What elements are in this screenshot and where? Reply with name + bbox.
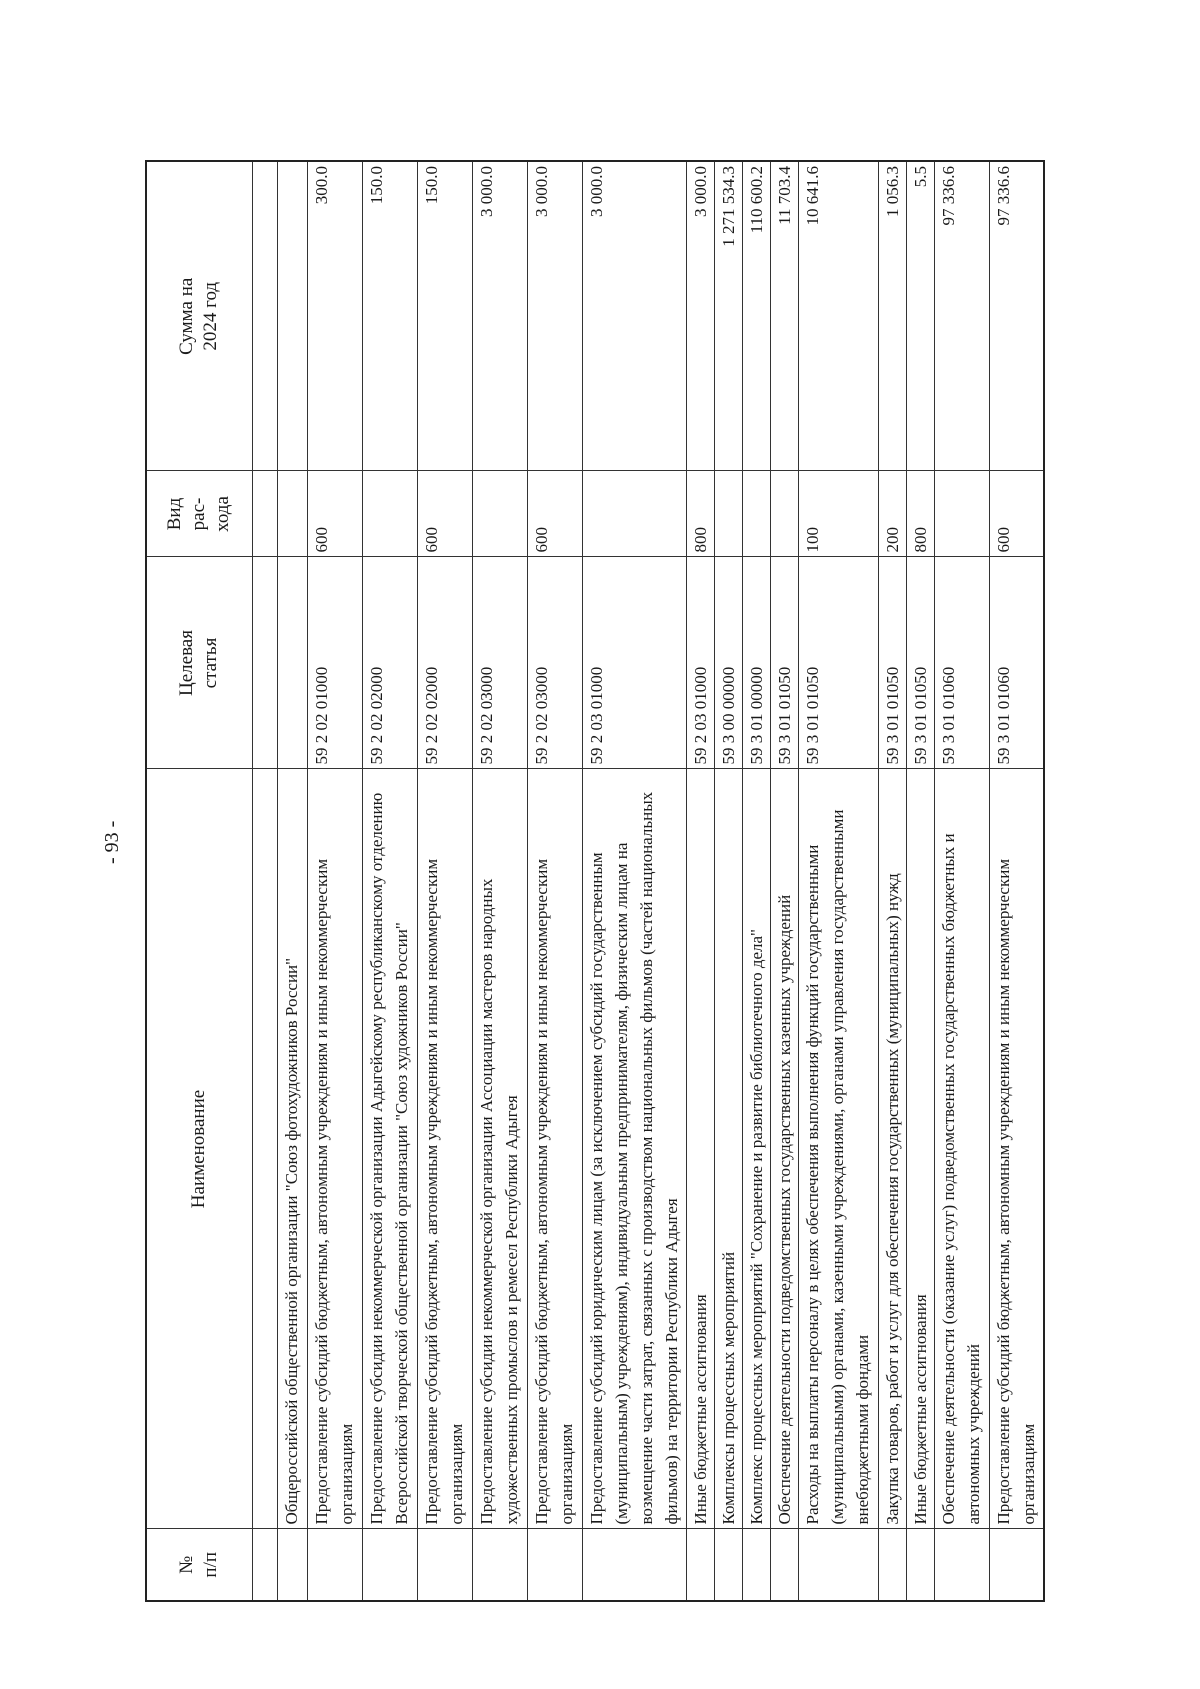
cell-sum: 3 000.0 [582, 161, 686, 471]
cell-number [582, 1529, 686, 1601]
cell-number [798, 1529, 878, 1601]
cell-sum: 5.5 [906, 161, 934, 471]
cell-target-article: 59 3 01 01050 [770, 557, 798, 769]
budget-table [145, 160, 1045, 1602]
cell-sum: 1 056.3 [878, 161, 906, 471]
table-row [277, 161, 307, 1601]
cell-sum: 3 000.0 [472, 161, 527, 471]
cell-target-article: 59 3 01 01050 [906, 557, 934, 769]
cell-expense-type [934, 471, 989, 557]
cell-target-article: 59 2 02 03000 [527, 557, 582, 769]
cell-target-article: 59 3 00 00000 [714, 557, 742, 769]
cell-target-article: 59 2 02 01000 [307, 557, 362, 769]
cell-name: Комплекс процессных мероприятий "Сохранение и развитие библиотечного дела" [742, 769, 770, 1529]
cell-name: Предоставление субсидий бюджетным, автономным учреждениям и иным некоммерческим организациям [307, 769, 362, 1529]
cell-expense-type [742, 471, 770, 557]
table-row [362, 161, 417, 1601]
table-row-blank [252, 161, 277, 1601]
cell-name: Предоставление субсидий бюджетным, автономным учреждениям и иным некоммерческим организациям [417, 769, 472, 1529]
cell-target-article [277, 557, 307, 769]
table-row [742, 161, 770, 1601]
cell-number [742, 1529, 770, 1601]
cell-name: Иные бюджетные ассигнования [906, 769, 934, 1529]
cell-expense-type: 600 [989, 471, 1044, 557]
table-row [934, 161, 989, 1601]
cell-name: Обеспечение деятельности (оказание услуг) подведомственных государственных бюджетных и автономных учреждений [934, 769, 989, 1529]
cell-expense-type [582, 471, 686, 557]
cell-number [686, 1529, 714, 1601]
table-row [770, 161, 798, 1601]
cell-target-article: 59 3 01 01050 [798, 557, 878, 769]
table-row [527, 161, 582, 1601]
cell-target-article: 59 2 03 01000 [686, 557, 714, 769]
cell-name: Общероссийской общественной организации "Союз фотохудожников России" [277, 769, 307, 1529]
header-number: № п/п [146, 1529, 252, 1601]
cell-target-article: 59 3 01 01060 [989, 557, 1044, 769]
cell-sum: 97 336.6 [934, 161, 989, 471]
cell-number [714, 1529, 742, 1601]
cell-sum: 11 703.4 [770, 161, 798, 471]
cell-expense-type: 800 [906, 471, 934, 557]
cell-number [989, 1529, 1044, 1601]
cell-name: Предоставление субсидии некоммерческой организации Ассоциации мастеров народных художественных промыслов и ремесел Республики Адыгея [472, 769, 527, 1529]
header-name: Наименование [146, 769, 252, 1529]
table-row [798, 161, 878, 1601]
cell-expense-type [472, 471, 527, 557]
header-expense-type: Вид рас- хода [146, 471, 252, 557]
cell-sum: 110 600.2 [742, 161, 770, 471]
table-row [417, 161, 472, 1601]
cell-target-article: 59 3 01 01060 [934, 557, 989, 769]
cell-expense-type: 200 [878, 471, 906, 557]
cell-target-article: 59 2 02 02000 [417, 557, 472, 769]
cell-expense-type [770, 471, 798, 557]
header-sum-2024: Сумма на 2024 год [146, 161, 252, 471]
cell-target-article: 59 3 01 00000 [742, 557, 770, 769]
table-header-row [146, 161, 252, 1601]
cell-sum: 300.0 [307, 161, 362, 471]
cell-sum: 97 336.6 [989, 161, 1044, 471]
cell-sum: 3 000.0 [686, 161, 714, 471]
cell-number [934, 1529, 989, 1601]
cell-name: Комплексы процессных мероприятий [714, 769, 742, 1529]
cell-expense-type [714, 471, 742, 557]
table-row [582, 161, 686, 1601]
cell-expense-type: 600 [417, 471, 472, 557]
cell-number [417, 1529, 472, 1601]
cell-name: Иные бюджетные ассигнования [686, 769, 714, 1529]
cell-name: Предоставление субсидий бюджетным, автономным учреждениям и иным некоммерческим организациям [527, 769, 582, 1529]
cell-name: Предоставление субсидии некоммерческой организации Адыгейскому республиканскому отделению Всероссийской творческой общественной организации "Союз художников России" [362, 769, 417, 1529]
cell-number [472, 1529, 527, 1601]
cell-expense-type [362, 471, 417, 557]
cell-name: Предоставление субсидий бюджетным, автономным учреждениям и иным некоммерческим организациям [989, 769, 1044, 1529]
cell-sum: 3 000.0 [527, 161, 582, 471]
cell-expense-type [277, 471, 307, 557]
table-body [252, 161, 1044, 1601]
cell-number [307, 1529, 362, 1601]
cell-target-article: 59 2 02 03000 [472, 557, 527, 769]
table-row [472, 161, 527, 1601]
cell-name: Обеспечение деятельности подведомственных государственных казенных учреждений [770, 769, 798, 1529]
cell-expense-type: 100 [798, 471, 878, 557]
table-row [989, 161, 1044, 1601]
table-row [714, 161, 742, 1601]
cell-sum [277, 161, 307, 471]
cell-number [527, 1529, 582, 1601]
cell-sum: 1 271 534.3 [714, 161, 742, 471]
cell-target-article: 59 2 03 01000 [582, 557, 686, 769]
cell-name: Закупка товаров, работ и услуг для обеспечения государственных (муниципальных) нужд [878, 769, 906, 1529]
cell-number [770, 1529, 798, 1601]
cell-number [878, 1529, 906, 1601]
cell-sum: 150.0 [362, 161, 417, 471]
table-row [686, 161, 714, 1601]
cell-sum: 10 641.6 [798, 161, 878, 471]
cell-target-article: 59 3 01 01050 [878, 557, 906, 769]
cell-number [362, 1529, 417, 1601]
cell-sum: 150.0 [417, 161, 472, 471]
cell-number [906, 1529, 934, 1601]
table-row [906, 161, 934, 1601]
cell-target-article: 59 2 02 02000 [362, 557, 417, 769]
cell-name: Предоставление субсидий юридическим лицам (за исключением субсидий государственным (муниципальным) учреждениям), индивидуальным предпринимателям, физическим лицам на возмещение части затрат, связанных с производством национальных фильмов (частей национальных фильмов) на территории Республики Адыгея [582, 769, 686, 1529]
table-row [878, 161, 906, 1601]
table-row [307, 161, 362, 1601]
cell-name: Расходы на выплаты персоналу в целях обеспечения выполнения функций государственными (муниципальными) органами, казенными учреждениями, органами управления государственными внебюджетными фондами [798, 769, 878, 1529]
header-target-article: Целевая статья [146, 557, 252, 769]
cell-number [277, 1529, 307, 1601]
cell-expense-type: 600 [307, 471, 362, 557]
cell-expense-type: 800 [686, 471, 714, 557]
cell-expense-type: 600 [527, 471, 582, 557]
rotated-table-container [145, 162, 1038, 1602]
page-number: - 93 - [101, 820, 123, 864]
